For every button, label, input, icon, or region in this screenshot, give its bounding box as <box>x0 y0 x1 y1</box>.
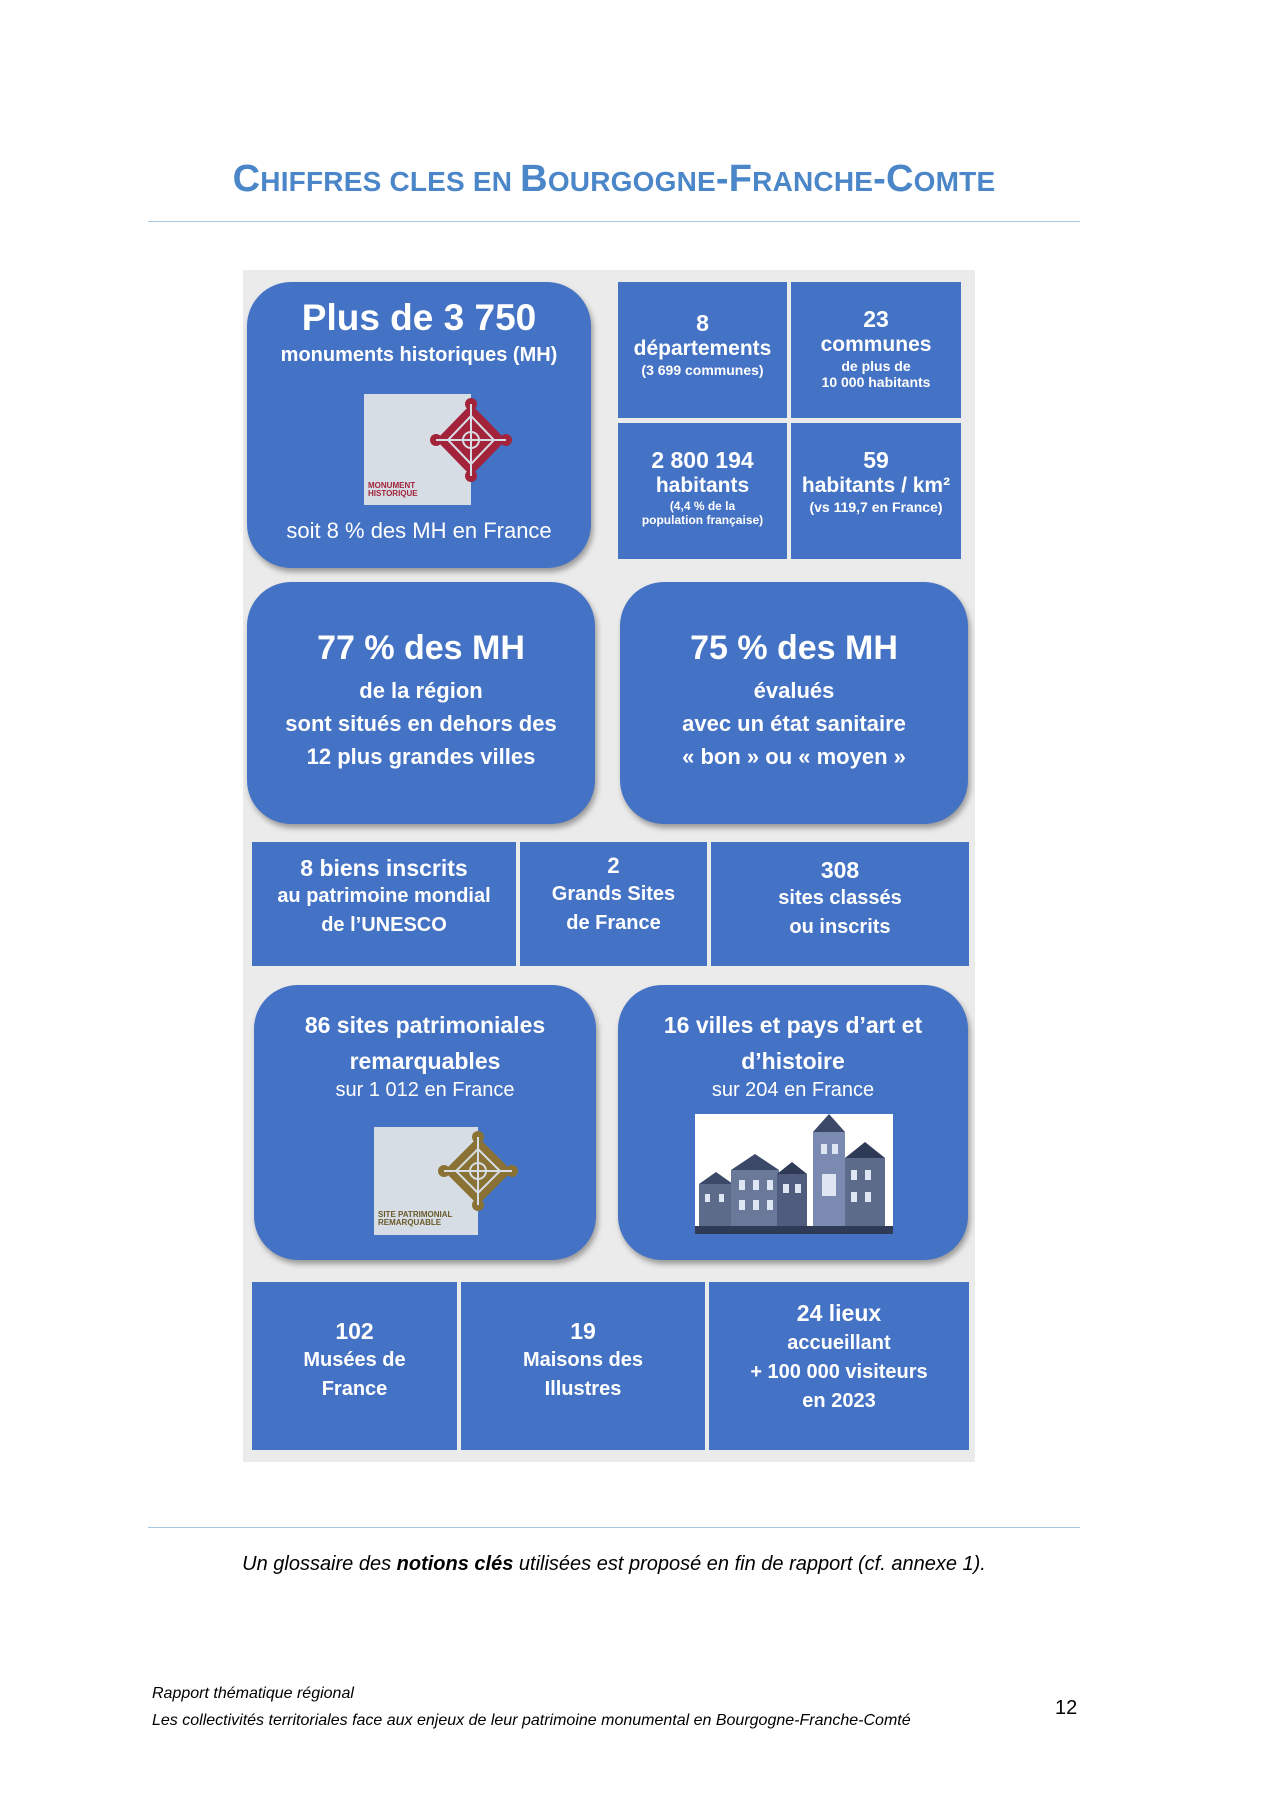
labyrinth-icon <box>418 394 525 505</box>
page-title: CHIFFRES CLES EN BOURGOGNE-FRANCHE-COMTE <box>232 158 996 200</box>
title-divider <box>148 221 1080 222</box>
footer-report-type: Rapport thématique régional <box>152 1685 354 1702</box>
site-patrimonial-logo: SITE PATRIMONIAL REMARQUABLE <box>374 1127 478 1235</box>
page-number: 12 <box>1055 1697 1078 1719</box>
card-communes: 23 communes de plus de 10 000 habitants <box>791 282 961 418</box>
mh-count: Plus de 3 750 <box>301 297 537 338</box>
card-grands-sites: 2 Grands Sites de France <box>520 842 707 966</box>
footer-report-title: Les collectivités territoriales face aux enjeux de leur patrimoine monumental en Bourgogne-Franche-Comté <box>152 1712 911 1729</box>
card-sites-classes: 308 sites classés ou inscrits <box>711 842 969 966</box>
town-illustration <box>695 1114 893 1234</box>
card-unesco: 8 biens inscrits au patrimoine mondial de l’UNESCO <box>252 842 516 966</box>
glossary-caption: Un glossaire des notions clés utilisées est proposé en fin de rapport (cf. annexe 1). <box>242 1553 986 1575</box>
card-habitants: 2 800 194 habitants (4,4 % de la population française) <box>618 423 787 559</box>
key-figures-infographic <box>243 270 975 1462</box>
card-mh-hors-villes: 77 % des MH de la région sont situés en dehors des 12 plus grandes villes <box>247 582 595 824</box>
card-musees-de-france: 102 Musées de France <box>252 1282 457 1450</box>
card-mh-etat-sanitaire: 75 % des MH évalués avec un état sanitaire « bon » ou « moyen » <box>620 582 968 824</box>
mh-share-note: soit 8 % des MH en France <box>286 518 552 543</box>
card-sites-patrimoniaux: 86 sites patrimoniales remarquables sur 1 012 en France SITE PATRIMONIAL REMARQUABLE <box>254 985 596 1260</box>
card-villes-art-histoire: 16 villes et pays d’art et d’histoire sur 204 en France <box>618 985 968 1260</box>
card-lieux-frequentes: 24 lieux accueillant + 100 000 visiteurs en 2023 <box>709 1282 969 1450</box>
card-densite: 59 habitants / km² (vs 119,7 en France) <box>791 423 961 559</box>
card-departements: 8 départements (3 699 communes) <box>618 282 787 418</box>
caption-divider <box>148 1527 1080 1528</box>
monument-historique-logo: MONUMENT HISTORIQUE <box>364 394 471 505</box>
page-footer <box>152 1680 911 1734</box>
mh-label: monuments historiques (MH) <box>280 343 558 366</box>
card-maisons-des-illustres: 19 Maisons des Illustres <box>461 1282 705 1450</box>
card-monuments-historiques <box>247 282 591 568</box>
town-buildings-icon <box>695 1114 893 1234</box>
